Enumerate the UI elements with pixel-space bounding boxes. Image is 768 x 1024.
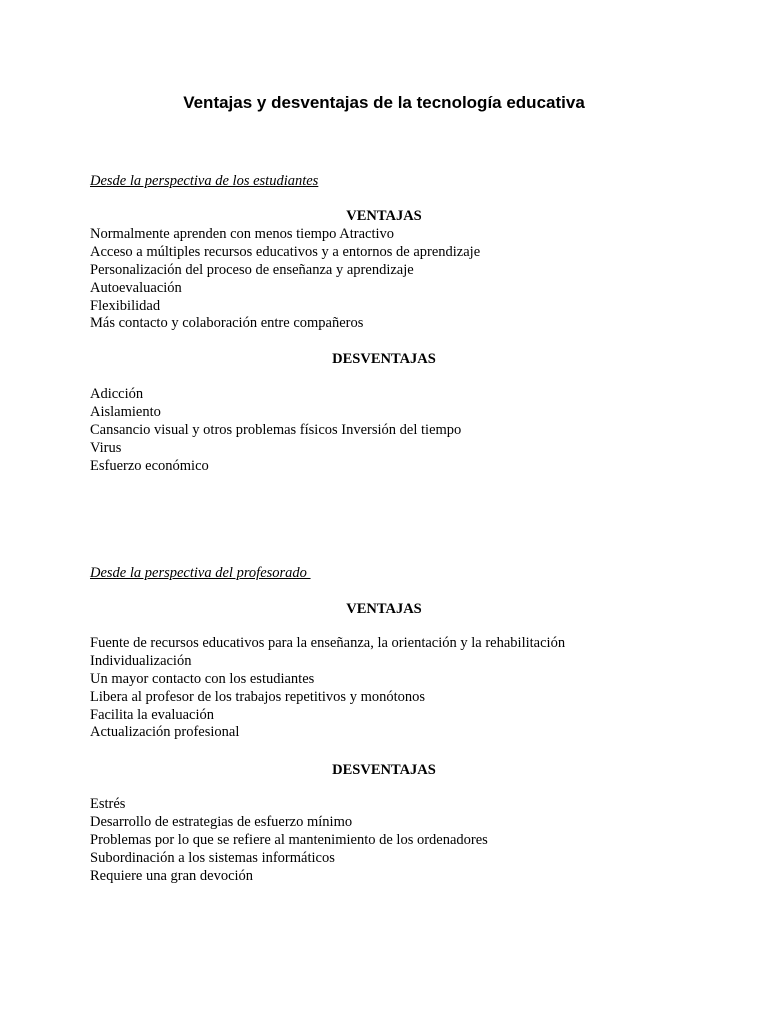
list-item: Actualización profesional [90,724,240,741]
list-item: Adicción [90,386,144,402]
list-item: Aislamiento [90,403,161,420]
teachers-advantages-title: VENTAJAS [346,601,422,617]
list-item: Estrés [90,796,126,812]
students-advantages-title: VENTAJAS [346,208,422,224]
list-item: Esfuerzo económico [90,457,209,474]
list-item: Cansancio visual y otros problemas físicos Inversión del tiempo [90,421,462,438]
document-title: Ventajas y desventajas de la tecnología educativa [183,93,585,112]
list-item: Problemas por lo que se refiere al mantenimiento de los ordenadores [90,831,488,848]
teachers-disadvantages-title: DESVENTAJAS [332,762,436,778]
teachers-disadvantages-list [90,796,488,885]
list-item: Subordinación a los sistemas informáticos [90,849,335,866]
list-item: Más contacto y colaboración entre compañeros [90,315,364,332]
list-item: Virus [90,439,122,456]
list-item: Desarrollo de estrategias de esfuerzo mínimo [90,813,353,830]
list-item: Un mayor contacto con los estudiantes [90,670,315,687]
students-disadvantages-list [90,386,461,475]
list-item: Libera al profesor de los trabajos repetitivos y monótonos [90,688,426,705]
list-item: Personalización del proceso de enseñanza y aprendizaje [90,261,414,278]
list-item: Normalmente aprenden con menos tiempo Atractivo [90,226,395,242]
students-disadvantages-title: DESVENTAJAS [332,351,436,367]
students-advantages-list [90,226,480,333]
list-item: Acceso a múltiples recursos educativos y a entornos de aprendizaje [90,243,481,260]
list-item: Autoevaluación [90,279,182,296]
list-item: Fuente de recursos educativos para la enseñanza, la orientación y la rehabilitación [90,635,566,651]
list-item: Facilita la evaluación [90,706,215,723]
list-item: Requiere una gran devoción [90,867,254,884]
list-item: Flexibilidad [90,297,161,314]
teachers-advantages-list [90,635,565,742]
students-perspective-heading: Desde la perspectiva de los estudiantes [90,173,319,189]
list-item: Individualización [90,652,192,669]
teachers-perspective-heading: Desde la perspectiva del profesorado [90,565,311,581]
